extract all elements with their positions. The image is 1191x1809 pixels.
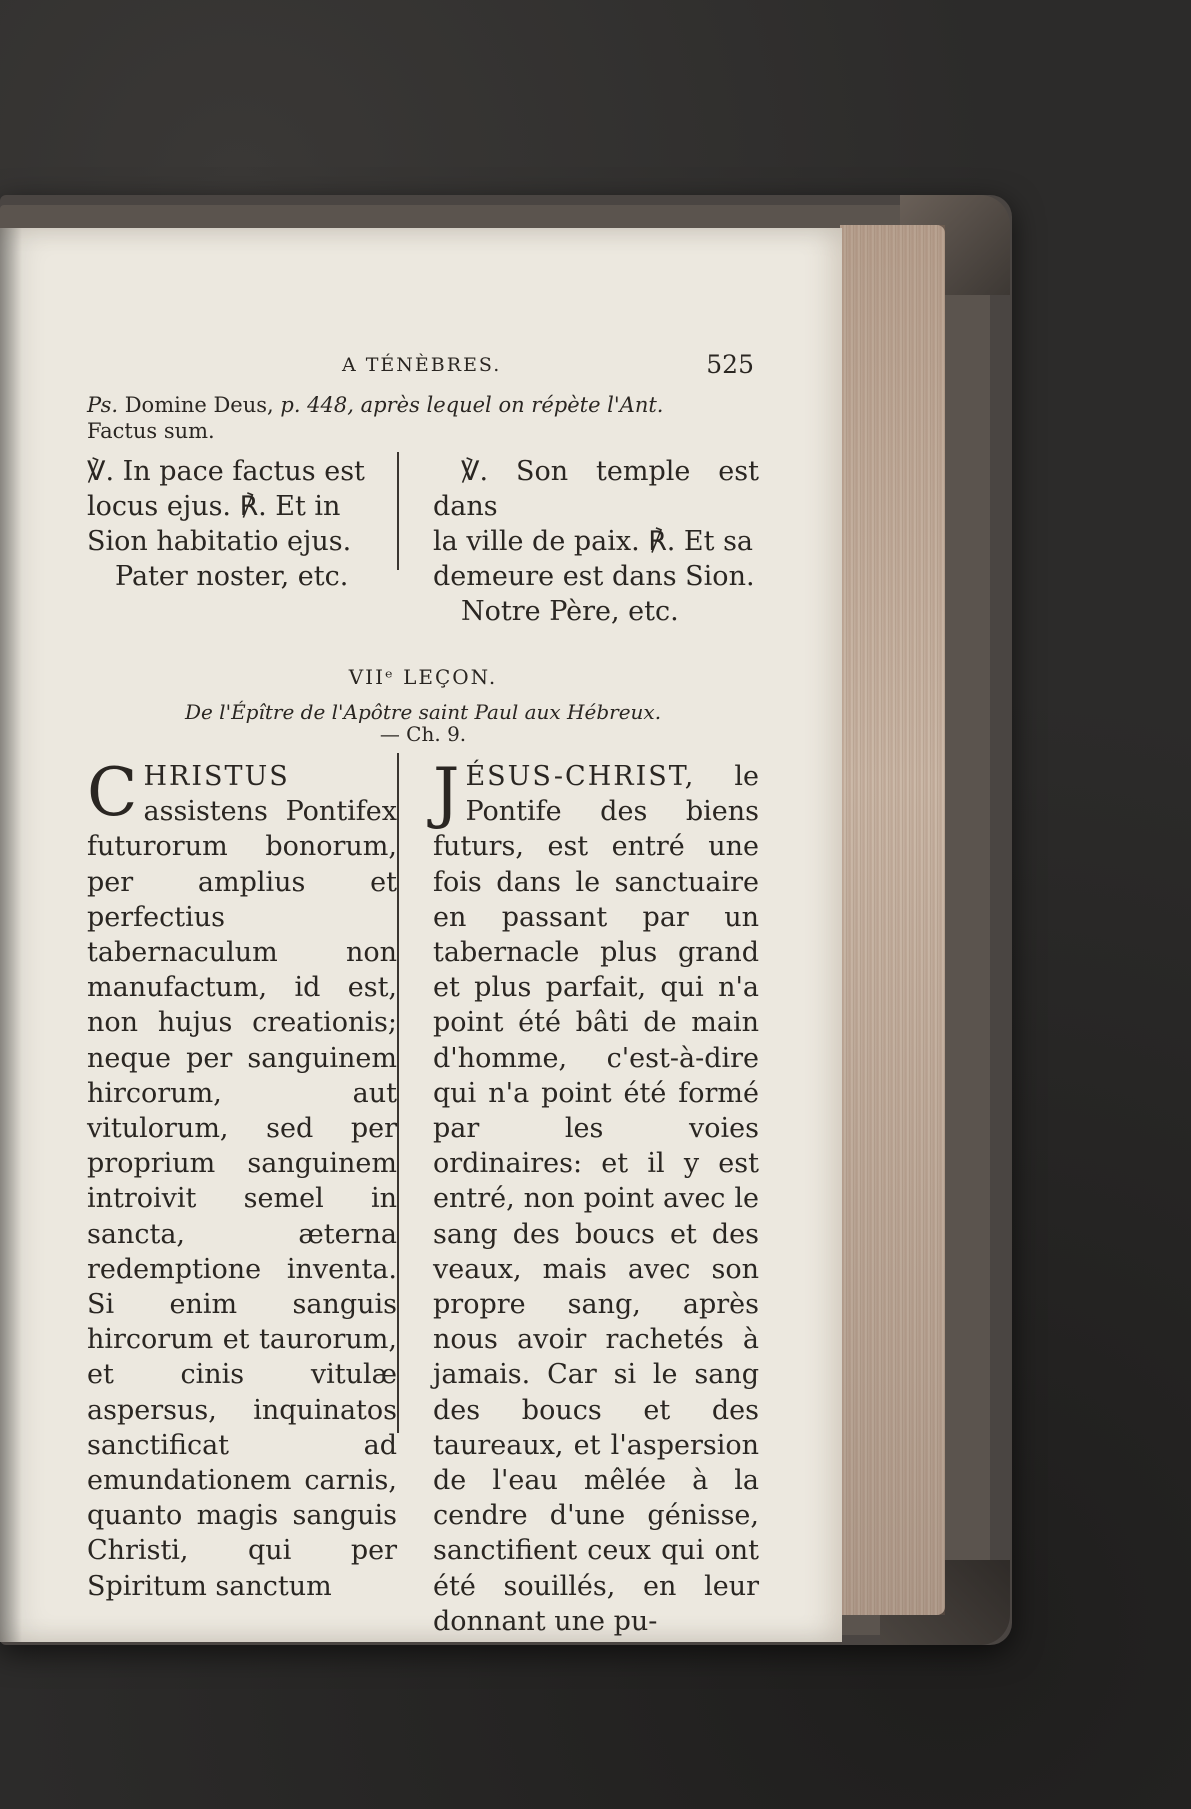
versicle-latin-line: Pater noster, etc. [115, 561, 349, 592]
lesson-source-text: De l'Épître de l'Apôtre saint Paul aux Hébreux. [184, 700, 662, 724]
lesson-source [87, 701, 759, 745]
spine-shadow [0, 228, 22, 1642]
column-divider [397, 452, 399, 570]
versicle-latin-line: Sion habitatio ejus. [87, 526, 352, 557]
french-lesson-text: le Pontife des biens futurs, est entré une fois dans le sanctuaire en passant par un tabernacle plus grand et plus parfait, qui n'a point été bâti de main d'homme, c'est-à-dire qui n'a point été formé par les voies ordinaires: et il y est entré, non point avec le sang des boucs et des veaux, mais avec son propre sang, après nous avoir rachetés à jamais. Car si le sang des boucs et des taureaux, et l'aspersion de l'eau mêlée à la cendre d'une génisse, sanctifient ceux qui ont été souillés, en leur donnant une pu- [433, 761, 759, 1637]
column-divider [397, 753, 399, 1433]
running-head: A TÉNÈBRES. [342, 354, 502, 376]
rubric-instruction: après lequel on répète l'Ant. [360, 393, 664, 417]
latin-first-word: HRISTUS [143, 761, 290, 792]
versicle-latin-line: locus ejus. ℟. Et in [87, 491, 341, 522]
lesson-title: VIIᵉ LEÇON. [348, 665, 498, 689]
lesson-section [87, 745, 759, 1639]
lesson-chapter: — Ch. 9. [379, 722, 467, 746]
antiphon: Factus sum. [87, 419, 215, 443]
french-first-word: ÉSUS-CHRIST, [465, 761, 696, 792]
page-reference: p. 448, [280, 393, 354, 417]
page-edges-shade [840, 225, 945, 1615]
page-number: 525 [706, 350, 754, 379]
versicle-french-line: demeure est dans Sion. [433, 561, 755, 592]
french-dropcap: J [433, 754, 460, 831]
versicle-section [87, 444, 759, 629]
versicle-french-line: Notre Père, etc. [461, 596, 679, 627]
versicle-latin [87, 454, 415, 629]
versicle-french-line: la ville de paix. ℟. Et sa [433, 526, 754, 557]
versicle-french-line: ℣. Son temple est dans [433, 456, 759, 522]
lesson-french [415, 754, 759, 1639]
latin-lesson-text: assistens Pontifex futurorum bonorum, per amplius et perfectius tabernaculum non manufactum, id est, non hujus creationis; neque per sanguinem hircorum, aut vitulorum, sed per proprium sanguinem introivit semel in sancta, æterna redemptione inventa. Si enim sanguis hircorum et taurorum, et cinis vitulæ aspersus, inquinatos sanctificat ad emundationem carnis, quanto magis sanguis Christi, qui per Spiritum sanctum [87, 796, 397, 1602]
psalm-rubric [87, 392, 759, 444]
ps-label: Ps. [87, 393, 119, 417]
lesson-latin [87, 754, 415, 1639]
versicle-latin-line: ℣. In pace factus est [87, 456, 365, 487]
page-content [87, 350, 759, 1639]
versicle-french [415, 454, 759, 629]
psalm-title: Domine Deus, [124, 393, 274, 417]
latin-dropcap: C [87, 754, 138, 831]
page-header [87, 350, 759, 384]
